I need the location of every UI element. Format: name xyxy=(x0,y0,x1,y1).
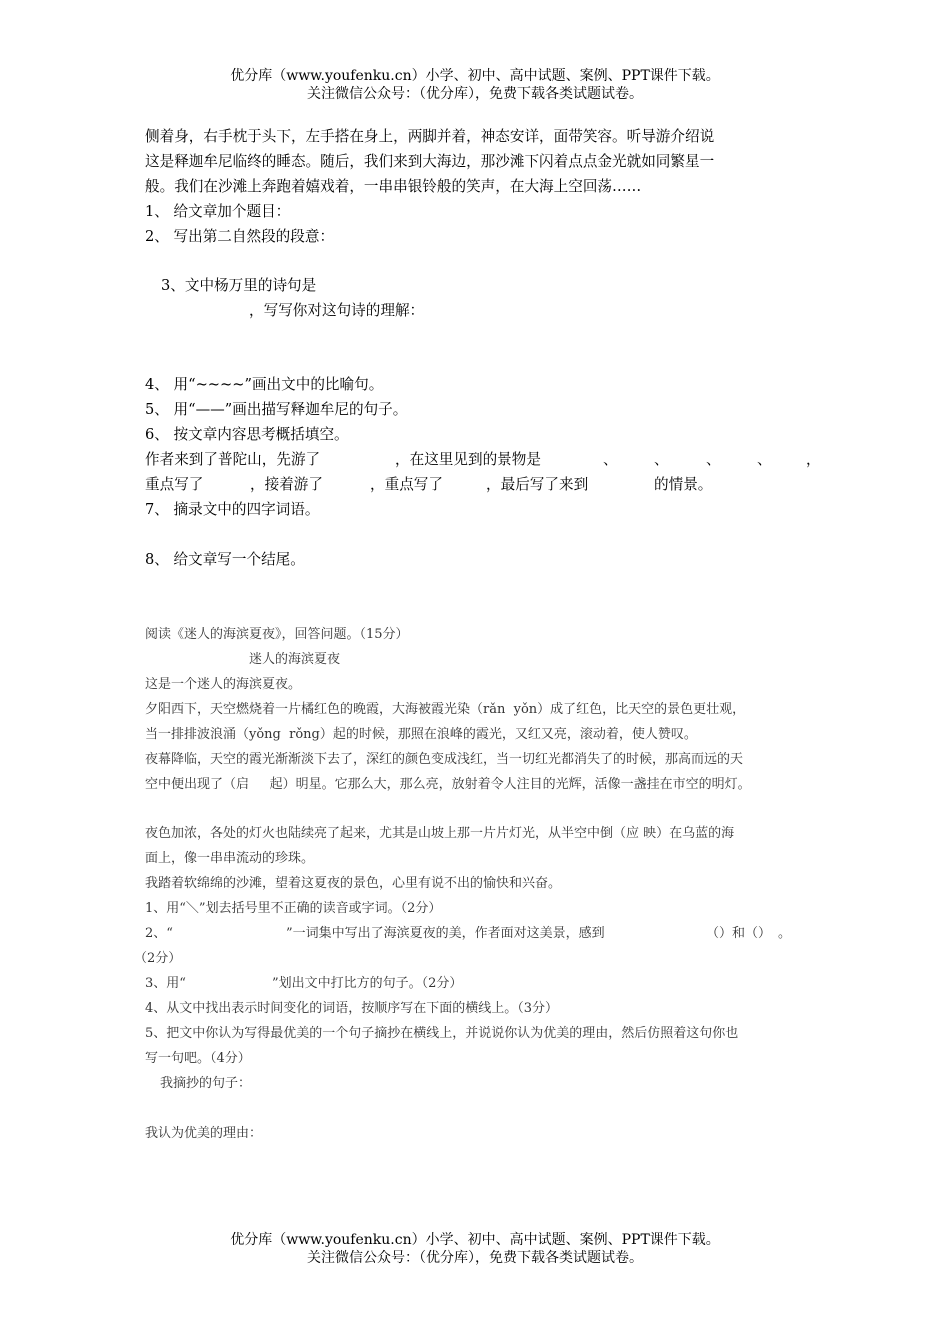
fill-line-2-b: ，接着游了 xyxy=(250,476,323,493)
question-4: 4、 用“~~~~”画出文中的比喻句。 xyxy=(145,376,384,393)
reading-question-3-a: 3、用“ xyxy=(145,976,186,991)
reading-paragraph-2-line-1: 夕阳西下，天空燃烧着一片橘红色的晚霞，大海被霞光染（rǎn yǒn）成了红色，比天空的景色更壮观， xyxy=(145,702,746,717)
reason-label: 我认为优美的理由： xyxy=(145,1126,263,1141)
reading-question-2-b: ”一词集中写出了海滨夏夜的美，作者面对这美景，感到 xyxy=(286,926,605,941)
footer-line-1: 优分库（www.youfenku.cn）小学、初中、高中试题、案例、PPT课件下载。 xyxy=(230,1232,720,1248)
reading-paragraph-4-line-1: 夜色加浓，各处的灯火也陆续亮了起来，尤其是山坡上那一片片灯光，从半空中倒（应 映）在乌蓝的海 xyxy=(145,826,735,841)
reading-paragraph-4-line-2: 面上，像一串串流动的珍珠。 xyxy=(145,851,315,866)
question-8: 8、 给文章写一个结尾。 xyxy=(145,551,305,568)
header-line-1: 优分库（www.youfenku.cn）小学、初中、高中试题、案例、PPT课件下载。 xyxy=(230,68,720,84)
reading-paragraph-1: 这是一个迷人的海滨夏夜。 xyxy=(145,677,302,692)
reading-question-2-a: 2、“ xyxy=(145,926,173,941)
fill-line-1-end: ， xyxy=(806,451,821,468)
fill-line-2-c: ，重点写了 xyxy=(370,476,443,493)
reading-question-2-c: （）和（） xyxy=(706,926,772,941)
question-6: 6、 按文章内容思考概括填空。 xyxy=(145,426,349,443)
reading-paragraph-5: 我踏着软绵绵的沙滩，望着这夏夜的景色，心里有说不出的愉快和兴奋。 xyxy=(145,876,562,891)
question-3-a: 3、文中杨万里的诗句是 xyxy=(161,277,317,294)
question-1: 1、 给文章加个题目： xyxy=(145,203,291,220)
fill-comma-3: 、 xyxy=(706,451,721,468)
reading-question-5-line-1: 5、把文中你认为写得最优美的一个句子摘抄在横线上，并说说你认为优美的理由，然后仿照着这句你也 xyxy=(145,1026,739,1041)
fill-line-2-a: 重点写了 xyxy=(145,476,204,493)
reading-question-1: 1、用“＼”划去括号里不正确的读音或字词。（2分） xyxy=(145,901,442,916)
copy-sentence-label: 我摘抄的句子： xyxy=(160,1076,252,1091)
fill-comma-1: 、 xyxy=(603,451,618,468)
reading-paragraph-3-line-1: 夜幕降临，天空的霞光渐渐淡下去了，深红的颜色变成浅红，当一切红光都消失了的时候，那高而远的天 xyxy=(145,752,744,767)
fill-line-2-d: ，最后写了来到 xyxy=(486,476,589,493)
reading-question-2-d: 。 xyxy=(778,926,792,941)
question-3-b: ，写写你对这句诗的理解： xyxy=(249,302,425,319)
question-7: 7、 摘录文中的四字词语。 xyxy=(145,501,320,518)
passage-line-3: 般。我们在沙滩上奔跑着嬉戏着，一串串银铃般的笑声，在大海上空回荡…… xyxy=(145,178,642,195)
footer-line-2: 关注微信公众号：（优分库），免费下载各类试题试卷。 xyxy=(307,1250,643,1266)
reading-intro: 阅读《迷人的海滨夏夜》，回答问题。（15分） xyxy=(145,627,409,642)
fill-line-1-b: ，在这里见到的景物是 xyxy=(395,451,541,468)
question-5: 5、 用“——”画出描写释迦牟尼的句子。 xyxy=(145,401,408,418)
passage-line-1: 侧着身，右手枕于头下，左手搭在身上，两脚并着，神态安详，面带笑容。听导游介绍说 xyxy=(145,128,715,145)
fill-comma-4: 、 xyxy=(757,451,772,468)
fill-line-1-a: 作者来到了普陀山，先游了 xyxy=(145,451,321,468)
reading-question-4: 4、从文中找出表示时间变化的词语，按顺序写在下面的横线上。（3分） xyxy=(145,1001,559,1016)
fill-line-2-e: 的情景。 xyxy=(654,476,713,493)
reading-question-2-e: （2分） xyxy=(134,951,182,966)
header-line-2: 关注微信公众号：（优分库），免费下载各类试题试卷。 xyxy=(307,86,643,102)
fill-comma-2: 、 xyxy=(654,451,669,468)
passage-line-2: 这是释迦牟尼临终的睡态。随后，我们来到大海边，那沙滩下闪着点点金光就如同繁星一 xyxy=(145,153,715,170)
question-2: 2、 写出第二自然段的段意： xyxy=(145,228,335,245)
reading-question-5-line-2: 写一句吧。（4分） xyxy=(145,1051,251,1066)
reading-paragraph-2-line-2: 当一排排波浪涌（yǒng rǒng）起的时候，那照在浪峰的霞光，又红又亮，滚动着，使人赞叹。 xyxy=(145,727,697,742)
reading-paragraph-3-line-2: 空中便出现了（启 起）明星。它那么大，那么亮，放射着令人注目的光辉，活像一盏挂在市空的明灯。 xyxy=(145,777,751,792)
reading-question-3-b: ”划出文中打比方的句子。（2分） xyxy=(272,976,463,991)
reading-title: 迷人的海滨夏夜 xyxy=(249,652,341,667)
